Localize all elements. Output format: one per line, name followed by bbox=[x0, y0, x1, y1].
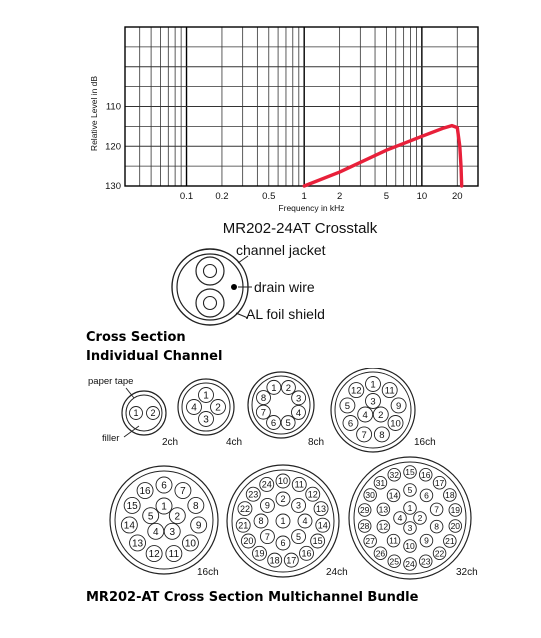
drain-wire-dot bbox=[231, 284, 237, 290]
pair-number: 12 bbox=[307, 489, 318, 500]
pair-number: 20 bbox=[450, 521, 461, 532]
pair-number: 7 bbox=[260, 407, 267, 419]
pair-number: 14 bbox=[317, 520, 328, 531]
pair-number: 7 bbox=[264, 531, 270, 542]
y-tick-label: 110 bbox=[105, 101, 121, 113]
pair-number: 19 bbox=[254, 548, 265, 559]
pair-number: 2 bbox=[150, 408, 156, 419]
pair-number: 26 bbox=[375, 548, 386, 559]
pair-number: 2 bbox=[417, 513, 423, 524]
pair-number: 28 bbox=[359, 521, 370, 532]
pair-number: 9 bbox=[264, 500, 270, 511]
pair-number: 1 bbox=[133, 408, 139, 419]
channel-cross-section-diagram bbox=[0, 240, 541, 330]
pair-number: 13 bbox=[378, 504, 389, 515]
pair-number: 6 bbox=[161, 480, 167, 492]
pair-number: 15 bbox=[405, 467, 415, 478]
pair-number: 4 bbox=[191, 402, 197, 414]
pair-number: 10 bbox=[184, 538, 197, 550]
pair-number: 4 bbox=[295, 407, 302, 419]
pair-number: 20 bbox=[243, 536, 254, 547]
y-tick-label: 130 bbox=[105, 181, 121, 192]
x-tick-label: 10 bbox=[416, 191, 428, 202]
pair-number: 18 bbox=[269, 555, 280, 566]
caption-cross-section: Cross Section bbox=[86, 330, 186, 345]
pair-number: 10 bbox=[405, 541, 415, 552]
bundle-channel-count-label: 8ch bbox=[308, 437, 325, 448]
pair-number: 5 bbox=[285, 418, 291, 430]
label-paper-tape: paper tape bbox=[88, 376, 134, 387]
y-axis-label: Relative Level in dB bbox=[89, 75, 99, 152]
pair-number: 16 bbox=[420, 469, 431, 480]
pair-number: 8 bbox=[379, 429, 385, 441]
pair-number: 10 bbox=[390, 418, 401, 430]
bundle-channel-count-label: 4ch bbox=[226, 437, 243, 448]
y-tick-label: 120 bbox=[105, 141, 121, 153]
bundle-channel-count-label: 16ch bbox=[197, 567, 219, 578]
bundle-inner-tape bbox=[252, 376, 310, 434]
pair-number: 1 bbox=[161, 501, 167, 513]
pair-number: 6 bbox=[270, 417, 277, 429]
pair-number: 2 bbox=[378, 409, 384, 421]
pair-number: 5 bbox=[147, 511, 154, 523]
label-filler: filler bbox=[102, 433, 120, 444]
bundle-channel-count-label: 16ch bbox=[414, 437, 436, 448]
pair-number: 6 bbox=[280, 538, 286, 549]
bundle-channel-count-label: 2ch bbox=[162, 437, 179, 448]
pair-number: 1 bbox=[280, 516, 286, 527]
x-tick-label: 0.1 bbox=[179, 191, 194, 202]
pair-number: 22 bbox=[239, 503, 250, 514]
bundle-inner-tape bbox=[354, 462, 466, 574]
crosstalk-chart bbox=[0, 0, 541, 250]
pair-number: 16 bbox=[301, 548, 312, 559]
pair-number: 3 bbox=[407, 523, 413, 534]
label-drain-wire: drain wire bbox=[254, 279, 315, 295]
bundle-channel-count-label: 24ch bbox=[326, 567, 348, 578]
pair-number: 9 bbox=[424, 535, 429, 546]
pair-number: 31 bbox=[375, 477, 386, 488]
bundle-channel-count-label: 32ch bbox=[456, 567, 478, 578]
label-channel-jacket: channel jacket bbox=[236, 242, 326, 258]
x-tick-label: 20 bbox=[451, 191, 463, 202]
x-axis-label: Frequency in kHz bbox=[278, 203, 345, 213]
pair-number: 13 bbox=[316, 503, 327, 514]
pair-number: 3 bbox=[295, 393, 302, 405]
pair-number: 18 bbox=[445, 490, 455, 501]
pair-number: 4 bbox=[152, 526, 159, 538]
pair-number: 11 bbox=[168, 549, 180, 561]
pair-number: 10 bbox=[277, 476, 289, 487]
pair-number: 8 bbox=[193, 501, 199, 513]
pair-number: 16 bbox=[139, 486, 151, 498]
conductor-inner bbox=[204, 265, 217, 278]
pair-number: 8 bbox=[260, 392, 267, 404]
pair-number: 12 bbox=[378, 521, 389, 532]
x-tick-label: 1 bbox=[301, 191, 307, 202]
pair-number: 7 bbox=[180, 486, 186, 498]
pair-number: 21 bbox=[445, 536, 455, 547]
pair-number: 12 bbox=[350, 385, 362, 397]
pair-number: 29 bbox=[359, 505, 370, 516]
pair-number: 6 bbox=[347, 418, 354, 430]
pair-number: 2 bbox=[215, 402, 221, 414]
pair-number: 17 bbox=[434, 477, 445, 488]
caption-multichannel-bundle: MR202-AT Cross Section Multichannel Bundle bbox=[86, 590, 419, 605]
pair-number: 25 bbox=[389, 556, 400, 567]
pair-number: 9 bbox=[395, 400, 402, 412]
pair-number: 23 bbox=[420, 556, 431, 567]
pair-number: 21 bbox=[238, 520, 249, 531]
pair-number: 7 bbox=[361, 429, 367, 441]
pair-number: 4 bbox=[397, 513, 403, 524]
pair-number: 24 bbox=[261, 479, 272, 490]
pair-number: 13 bbox=[131, 538, 144, 550]
pair-number: 2 bbox=[280, 494, 286, 505]
pair-number: 8 bbox=[434, 521, 439, 532]
pair-number: 2 bbox=[174, 511, 181, 523]
x-tick-label: 0.2 bbox=[215, 191, 229, 202]
pair-number: 3 bbox=[370, 396, 376, 408]
pair-number: 1 bbox=[370, 379, 376, 391]
pair-number: 1 bbox=[203, 390, 209, 402]
pair-number: 3 bbox=[296, 500, 302, 511]
pair-number: 11 bbox=[389, 535, 398, 546]
pair-number: 15 bbox=[126, 501, 138, 513]
pair-number: 1 bbox=[271, 382, 277, 394]
chart-title: MR202-24AT Crosstalk bbox=[222, 220, 378, 237]
pair-number: 32 bbox=[389, 469, 400, 480]
label-foil-shield: AL foil shield bbox=[246, 306, 325, 322]
pair-number: 12 bbox=[148, 549, 160, 561]
pair-number: 14 bbox=[388, 490, 399, 501]
x-tick-label: 5 bbox=[383, 191, 390, 202]
caption-individual-channel: Individual Channel bbox=[86, 349, 223, 364]
pair-number: 11 bbox=[294, 479, 304, 490]
pair-number: 6 bbox=[424, 490, 429, 501]
pair-number: 24 bbox=[405, 559, 415, 570]
crosstalk-series-line bbox=[304, 126, 462, 186]
conductor-inner bbox=[204, 297, 217, 310]
pair-number: 4 bbox=[302, 516, 308, 527]
pair-number: 8 bbox=[258, 516, 264, 527]
x-tick-label: 0.5 bbox=[262, 191, 276, 202]
pair-number: 30 bbox=[365, 490, 375, 501]
pair-number: 5 bbox=[344, 400, 351, 412]
pair-number: 2 bbox=[285, 382, 292, 394]
pair-number: 5 bbox=[407, 485, 413, 496]
x-tick-label: 2 bbox=[336, 191, 343, 202]
pair-number: 27 bbox=[365, 536, 375, 547]
pair-number: 3 bbox=[203, 414, 209, 426]
pair-number: 5 bbox=[296, 531, 302, 542]
pair-number: 22 bbox=[434, 548, 445, 559]
pair-number: 15 bbox=[312, 536, 323, 547]
pair-number: 7 bbox=[434, 504, 439, 515]
multichannel-bundles bbox=[0, 368, 541, 593]
pair-number: 19 bbox=[450, 505, 461, 516]
pair-number: 14 bbox=[123, 520, 135, 532]
pair-number: 1 bbox=[407, 503, 413, 514]
pair-number: 9 bbox=[195, 520, 202, 532]
pair-number: 11 bbox=[384, 385, 395, 397]
pair-number: 4 bbox=[362, 409, 368, 421]
pair-number: 23 bbox=[248, 489, 259, 500]
pair-number: 17 bbox=[286, 555, 297, 566]
pair-number: 3 bbox=[169, 526, 176, 538]
